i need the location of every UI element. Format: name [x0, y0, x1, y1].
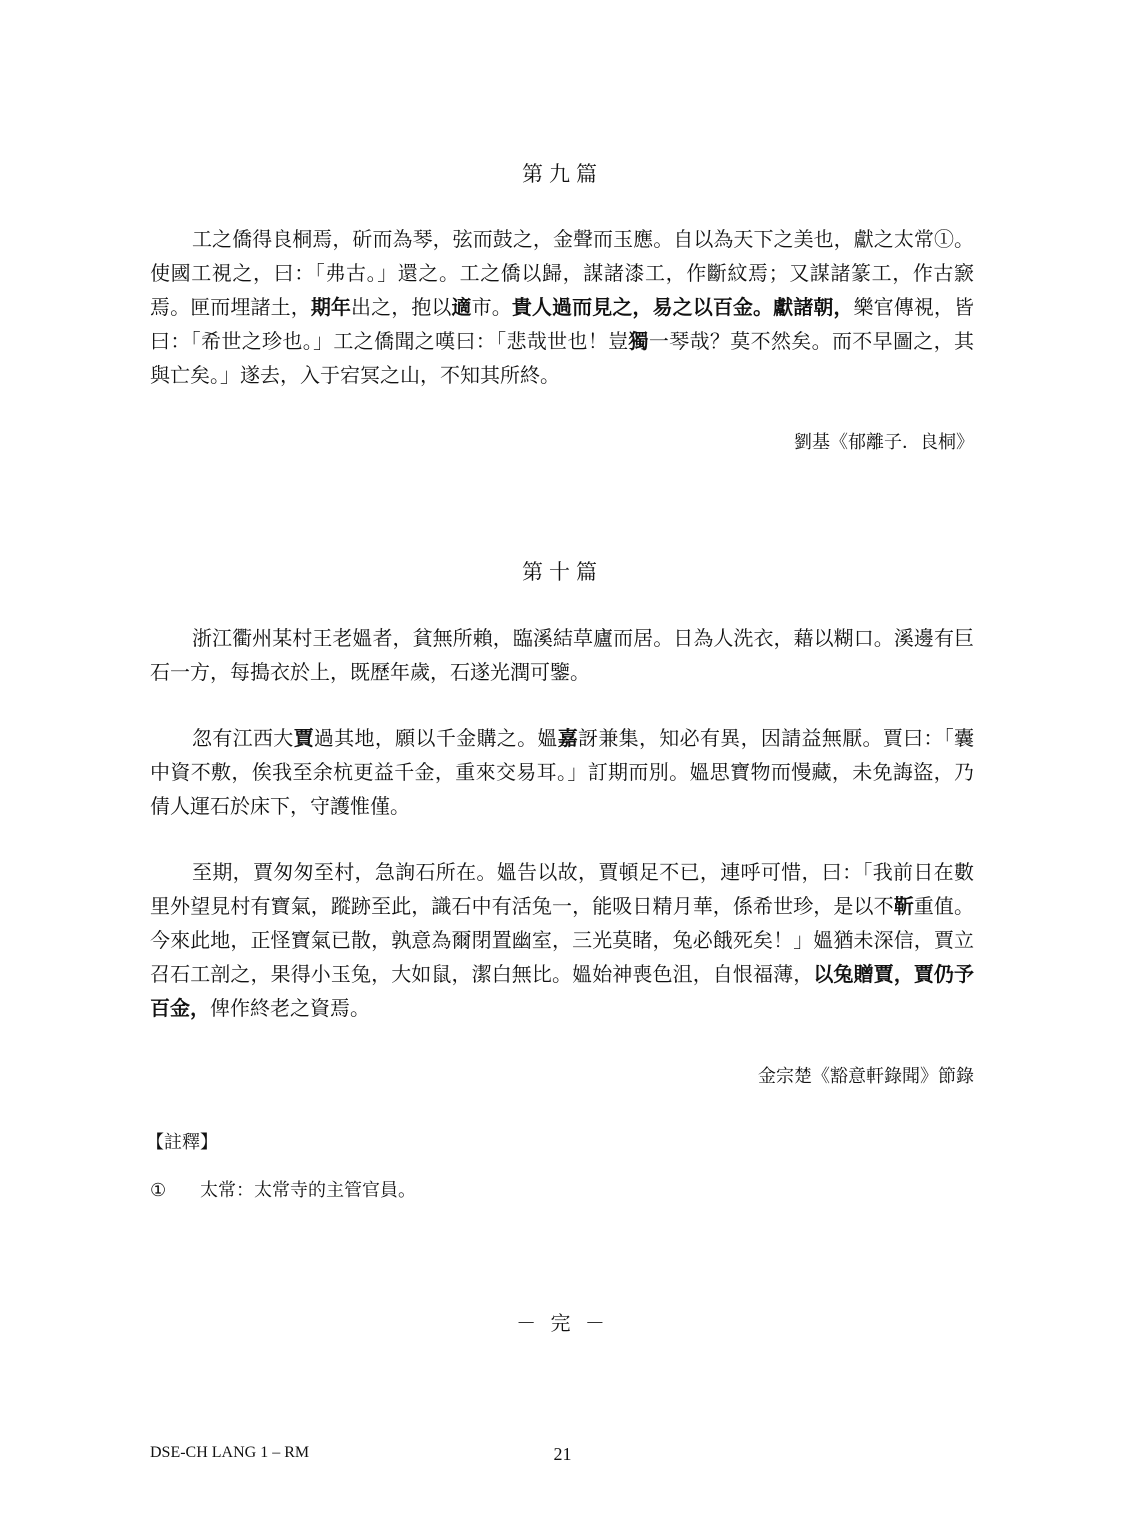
emphasized-text: 貴人過而見之，易之以百金。獻諸朝， — [511, 295, 854, 319]
emphasized-text: 以兔贈賈，賈仍予百金， — [150, 962, 975, 1020]
footer-paper-code: DSE-CH LANG 1 – RM — [150, 1444, 310, 1461]
note-item — [150, 1176, 416, 1202]
section10-paragraph-3: 至期，賈匆匆至村，急詢石所在。媼告以故，賈頓足不已，連呼可惜，曰：「我前日在數里外望見村有寶氣，蹤跡至此，識石中有活兔一，能吸日精月華，係希世珍，是以不靳重值。今來此地，正怪寶氣已散，孰意為爾閉置幽室，三光莫睹，兔必餓死矣！」媼猶未深信，賈立召石工剖之，果得小玉兔，大如鼠，潔白無比。媼始神喪色沮，自恨福薄，以兔贈賈，賈仍予百金，俾作終老之資焉。 — [150, 860, 975, 1020]
notes-heading: 【註釋】 — [146, 1132, 218, 1153]
section9-paragraph-1: 工之僑得良桐焉，斫而為琴，弦而鼓之，金聲而玉應。自以為天下之美也，獻之太常①。使國工視之，曰：「弗古。」還之。工之僑以歸，謀諸漆工，作斷紋焉；又謀諸篆工，作古窾焉。匣而埋諸土，期年出之，抱以適市。貴人過而見之，易之以百金。獻諸朝，樂官傳視，皆曰：「希世之珍也。」工之僑聞之嘆曰：「悲哉世也！豈獨一琴哉？莫不然矣。而不早圖之，其與亡矣。」遂去，入于宕冥之山，不知其所終。 — [150, 227, 975, 387]
section10-paragraph-1: 浙江衢州某村王老媼者，貧無所賴，臨溪結草廬而居。日為人洗衣，藉以糊口。溪邊有巨石一方，每搗衣於上，既歷年歲，石遂光潤可鑒。 — [150, 626, 974, 684]
section10-source: 金宗楚《豁意軒錄聞》節錄 — [758, 1066, 974, 1087]
emphasized-text: 嘉 — [557, 726, 579, 750]
emphasized-text: 賈 — [293, 726, 314, 750]
footer-page-number: 21 — [553, 1444, 572, 1464]
end-mark: － 完 － — [516, 1311, 609, 1335]
emphasized-text: 靳 — [893, 894, 914, 918]
note-number: ① — [150, 1180, 167, 1201]
section9-title: 第九篇 — [522, 162, 603, 186]
emphasized-text: 期年 — [310, 295, 352, 319]
section10-paragraph-2: 忽有江西大賈過其地，願以千金購之。媼嘉訝兼集，知必有異，因請益無厭。賈曰：「囊中資不敷，俟我至余杭更益千金，重來交易耳。」訂期而別。媼思寶物而慢藏，未免誨盜，乃倩人運石於床下，守護惟僅。 — [150, 726, 975, 818]
emphasized-text: 適 — [451, 295, 472, 319]
section10-title: 第十篇 — [522, 560, 603, 584]
emphasized-text: 獨 — [628, 329, 649, 353]
section9-source: 劉基《郁離子．良桐》 — [794, 432, 974, 453]
note-text: 太常：太常寺的主管官員。 — [200, 1180, 416, 1201]
